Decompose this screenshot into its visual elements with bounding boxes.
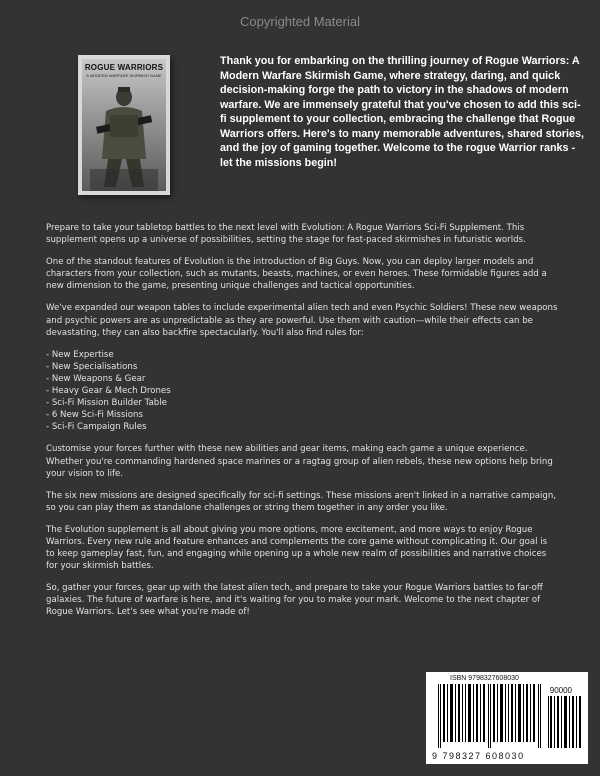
barcode-bars (438, 684, 542, 748)
list-item: - New Specialisations (46, 361, 138, 372)
watermark: Copyrighted Material (240, 14, 360, 29)
list-item: - Sci-Fi Campaign Rules (46, 422, 147, 433)
addon-barcode-bars (548, 696, 582, 748)
barcode (426, 672, 588, 764)
paragraph: The Evolution supplement is all about giving you more options, more excitement, and more ways to enjoy Rogue Warriors. Every new rule and feature enhances and complements the core game without complicating it. Our goal is to keep gameplay fast, fun, and engaging while opening up a whole new realm of possibilities and narrative choices for your skirmish battles. (46, 524, 548, 572)
intro-text: Thank you for embarking on the thrilling journey of Rogue Warriors: A Modern Warfare Skirmish Game, where strategy, daring, and quick decision-making forge the path to victory in the shadows of modern warfare. We are immensely grateful that you've chosen to add this sci-fi supplement to your collection, embracing the challenge that Rogue Warriors offers. Here's to many memorable adventures, shared stories, and the joy of gaming together. Welcome to the rogue Warrior ranks - let the missions begin! (220, 55, 584, 169)
list-item: - New Weapons & Gear (46, 373, 146, 384)
paragraph: We've expanded our weapon tables to include experimental alien tech and even Psychic Soldiers! These new weapons and psychic powers are as unpredictable as they are powerful. Use them with caution—while their effects can be devastating, they can also backfire spectacularly. You'll also find rules for: (46, 303, 558, 338)
book-cover-subtitle: A MODERN WARFARE SKIRMISH GAME (86, 73, 162, 78)
soldier-illustration (82, 59, 166, 191)
isbn-label: ISBN 9798327608030 (450, 675, 519, 682)
description-body (46, 222, 558, 629)
paragraph: Prepare to take your tabletop battles to the next level with Evolution: A Rogue Warriors Sci-Fi Supplement. This supplement opens up a universe of possibilities, setting the stage for fast-paced skirmishes in futuristic worlds. (46, 223, 526, 246)
list-item: - Sci-Fi Mission Builder Table (46, 398, 167, 409)
price-code: 90000 (549, 686, 572, 695)
barcode-digits: 9 798327 608030 (432, 751, 525, 761)
list-item: - Heavy Gear & Mech Drones (46, 386, 171, 397)
paragraph: One of the standout features of Evolution is the introduction of Big Guys. Now, you can deploy larger models and characters from your collection, such as mutants, beasts, machines, or even heroes. These formidable figures add a new dimension to the game, presenting unique challenges and tactical opportunities. (46, 257, 547, 292)
paragraph: Customise your forces further with these new abilities and gear items, making each game a unique experience. Whether you're commanding hardened space marines or a ragtag group of alien rebels, these new options help bring your vision to life. (46, 444, 553, 479)
book-cover-title: ROGUE WARRIORS (84, 63, 164, 72)
list-item: - 6 New Sci-Fi Missions (46, 410, 143, 421)
paragraph: So, gather your forces, gear up with the latest alien tech, and prepare to take your Rogue Warriors battles to far-off galaxies. The future of warfare is here, and it's waiting for you to make your mark. Welcome to the next chapter of Rogue Warriors. Let's see what you're made of! (46, 583, 543, 618)
feature-list (46, 349, 558, 434)
paragraph: The six new missions are designed specifically for sci-fi settings. These missions aren't linked in a narrative campaign, so you can play them as standalone challenges or string them together in any order you like. (46, 490, 557, 513)
book-cover-image (78, 55, 170, 195)
list-item: - New Expertise (46, 349, 114, 360)
